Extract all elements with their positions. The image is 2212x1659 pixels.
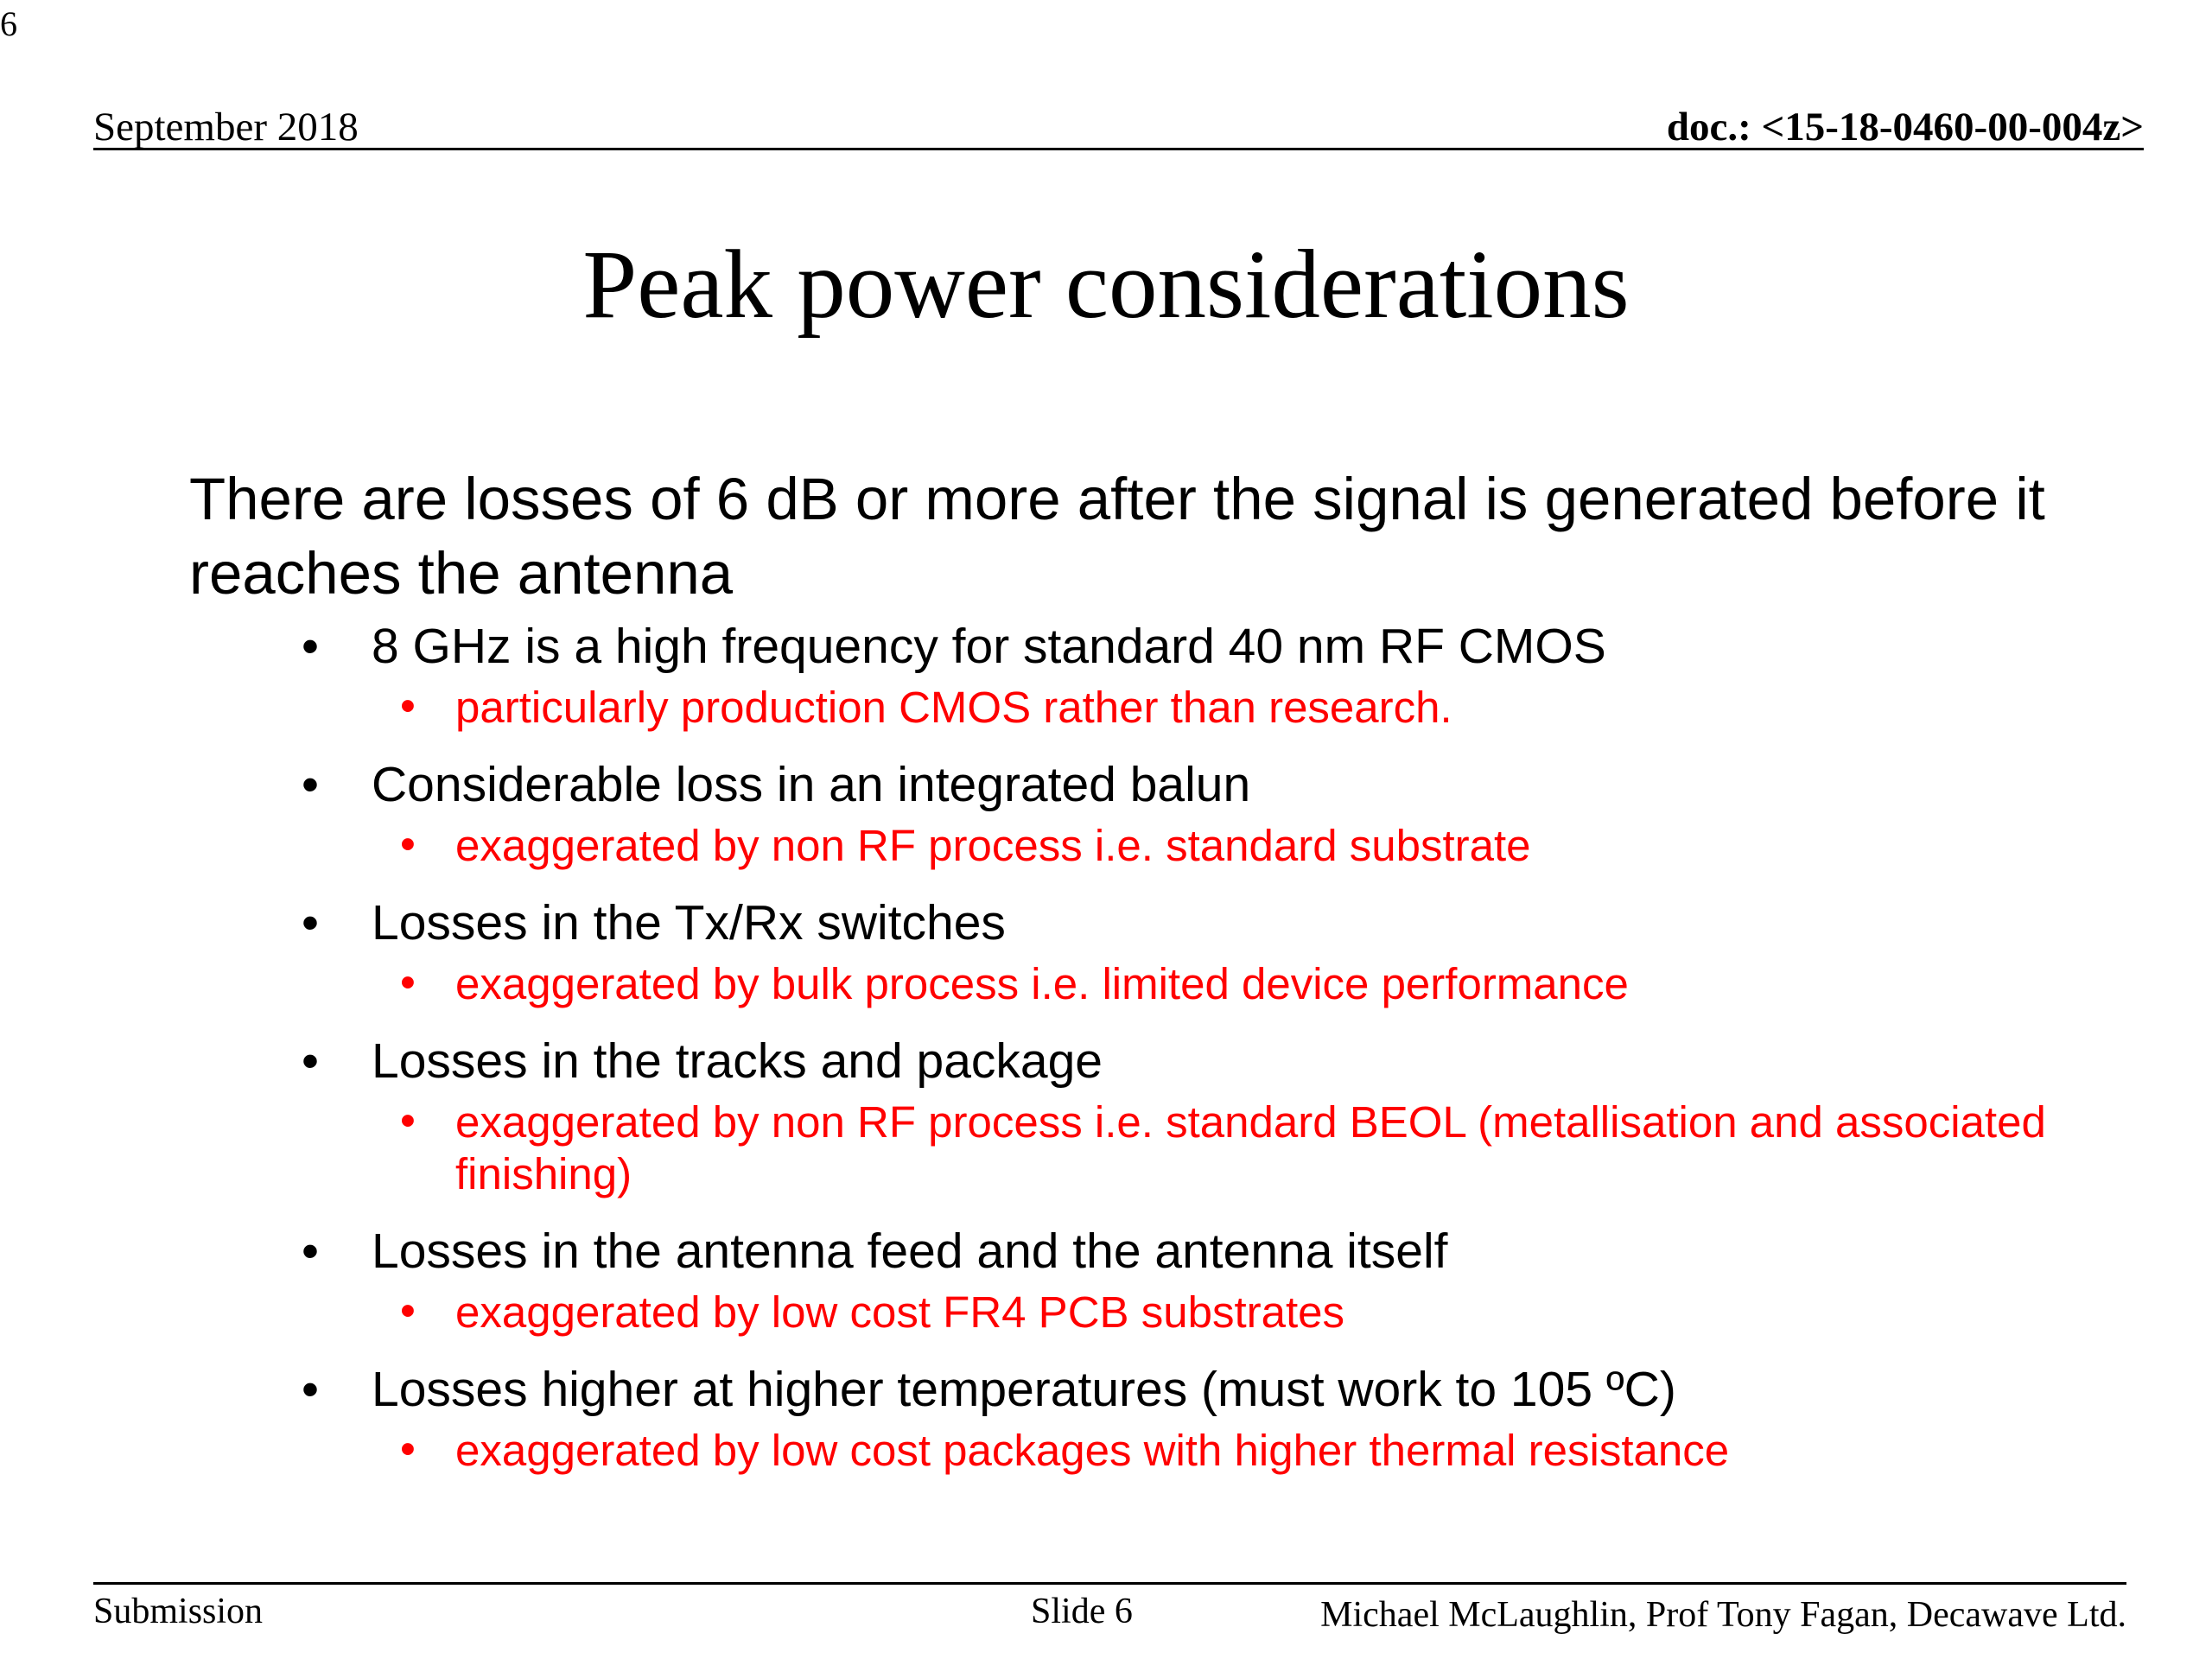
- sub-bullet-text: exaggerated by low cost FR4 PCB substrates: [455, 1287, 1344, 1337]
- bullet-text: Losses in the Tx/Rx switches: [372, 895, 1006, 950]
- bullet-text: 8 GHz is a high frequency for standard 40 nm RF CMOS: [372, 619, 1606, 674]
- sub-bullet-dot-icon: •: [400, 1096, 416, 1145]
- header-date: September 2018: [93, 105, 359, 149]
- bullet-text: Considerable loss in an integrated balun: [372, 757, 1251, 812]
- sub-bullet-dot-icon: •: [400, 681, 416, 730]
- bullet-dot-icon: •: [302, 1224, 319, 1279]
- bullet-dot-icon: •: [302, 1033, 319, 1089]
- sub-bullet-text: exaggerated by low cost packages with higher thermal resistance: [455, 1426, 1730, 1475]
- bullet-item: [189, 1031, 2125, 1200]
- bullet-dot-icon: •: [302, 1362, 319, 1417]
- page-number: 6: [0, 4, 17, 43]
- bullet-item: [189, 1221, 2125, 1338]
- bullet-item: [189, 754, 2125, 872]
- intro-paragraph: There are losses of 6 dB or more after the signal is generated before it reaches the antenna: [189, 466, 2045, 607]
- sub-bullet-dot-icon: •: [400, 957, 416, 1007]
- bullet-dot-icon: •: [302, 757, 319, 812]
- header-divider: [93, 148, 2144, 150]
- bullet-item: [189, 893, 2125, 1010]
- footer-slide-number: Slide 6: [1031, 1592, 1133, 1631]
- footer-divider: [93, 1582, 2126, 1585]
- bullet-dot-icon: •: [302, 895, 319, 950]
- sub-bullet-dot-icon: •: [400, 819, 416, 868]
- sub-bullet-dot-icon: •: [400, 1424, 416, 1473]
- slide-body: [189, 462, 2125, 1477]
- bullet-item: [189, 616, 2125, 734]
- sub-bullet-item: [189, 1096, 2125, 1200]
- sub-bullet-text: particularly production CMOS rather than research.: [455, 683, 1452, 732]
- bullet-item: [189, 1359, 2125, 1477]
- sub-bullet-item: [189, 958, 2125, 1010]
- header-doc-id: doc.: <15-18-0460-00-004z>: [1666, 105, 2144, 149]
- sub-bullet-text: exaggerated by non RF process i.e. standard BEOL (metallisation and associated finishing): [455, 1097, 2046, 1198]
- bullet-list: [189, 616, 2125, 1477]
- footer-submission: Submission: [93, 1592, 264, 1631]
- bullet-dot-icon: •: [302, 619, 319, 674]
- sub-bullet-item: [189, 820, 2125, 872]
- sub-bullet-dot-icon: •: [400, 1286, 416, 1335]
- bullet-text: Losses in the antenna feed and the antenna itself: [372, 1224, 1448, 1279]
- slide-header: [93, 98, 2144, 149]
- bullet-text: Losses in the tracks and package: [372, 1033, 1103, 1089]
- footer-author: Michael McLaughlin, Prof Tony Fagan, Decawave Ltd.: [1320, 1595, 2126, 1635]
- sub-bullet-item: [189, 1425, 2125, 1477]
- sub-bullet-text: exaggerated by bulk process i.e. limited device performance: [455, 959, 1629, 1008]
- bullet-text: Losses higher at higher temperatures (must work to 105 ºC): [372, 1362, 1676, 1417]
- sub-bullet-item: [189, 682, 2125, 734]
- sub-bullet-text: exaggerated by non RF process i.e. standard substrate: [455, 821, 1531, 870]
- slide-title: Peak power considerations: [582, 231, 1630, 339]
- sub-bullet-item: [189, 1287, 2125, 1338]
